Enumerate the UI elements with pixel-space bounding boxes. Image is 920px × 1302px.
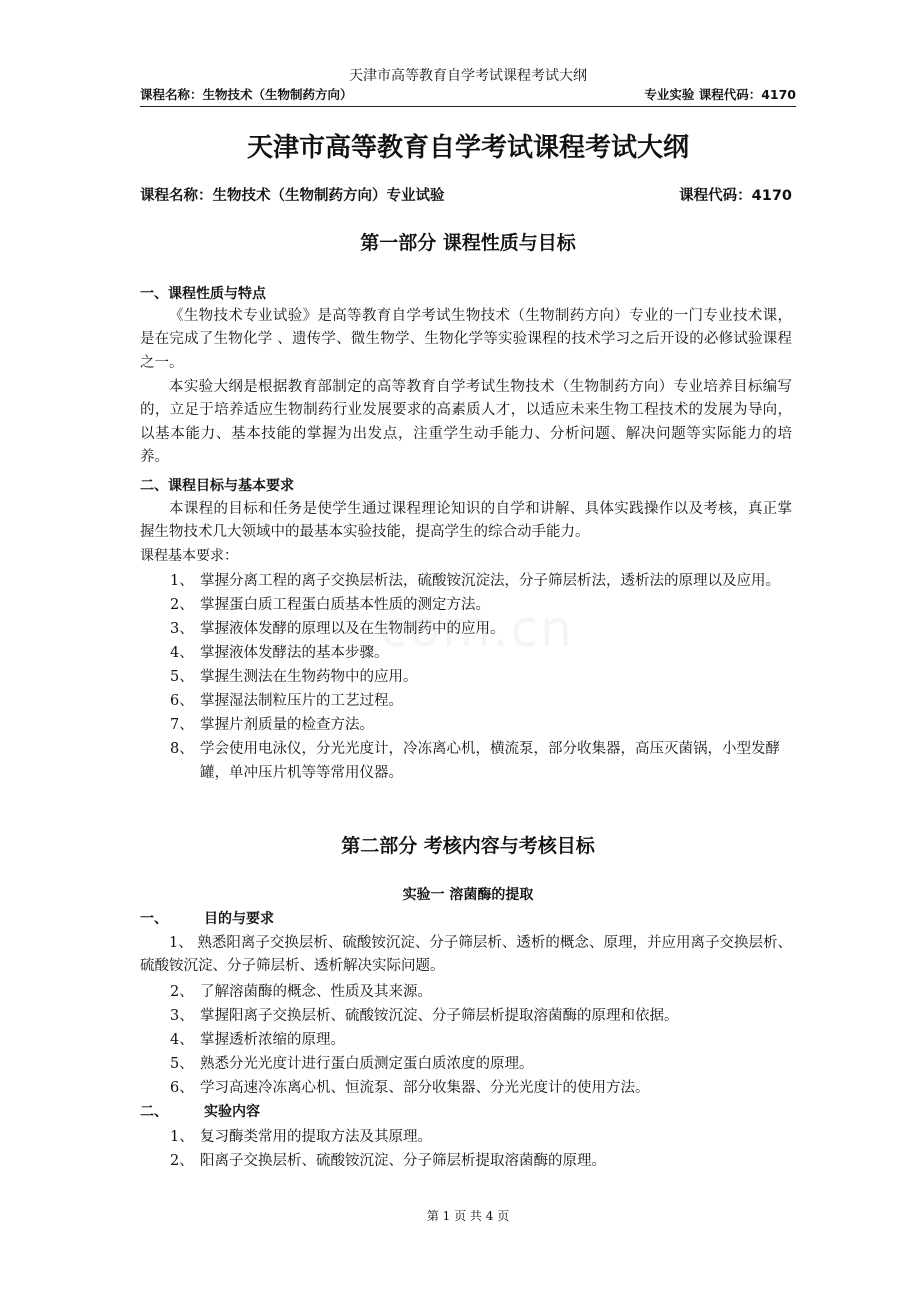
list-item: 5、 掌握生测法在生物药物中的应用。 xyxy=(170,669,418,685)
requirements-label: 课程基本要求： xyxy=(140,548,238,564)
section-label: 目的与要求 xyxy=(204,911,274,927)
running-header-subline xyxy=(140,86,796,104)
section-heading-purpose xyxy=(140,908,274,930)
experiment-title: 实验一 溶菌酶的提取 xyxy=(402,887,534,903)
page-footer: 第 1 页 共 4 页 xyxy=(426,1209,510,1223)
list-item: 6、 掌握湿法制粒压片的工艺过程。 xyxy=(170,693,403,709)
course-code: 课程代码：4170 xyxy=(679,188,792,204)
list-item: 6、 学习高速冷冻离心机、恒流泵、部分收集器、分光光度计的使用方法。 xyxy=(170,1080,650,1096)
purpose-item-1: 1、 熟悉阳离子交换层析、硫酸铵沉淀、分子筛层析、透析的概念、原理，并应用离子交换层析、硫酸铵沉淀、分子筛层析、透析解决实际问题。 xyxy=(140,935,792,975)
section-heading-content xyxy=(140,1101,260,1123)
part2-title: 第二部分 考核内容与考核目标 xyxy=(341,835,595,857)
running-header-code: 专业实验 课程代码：4170 xyxy=(644,87,796,102)
list-item: 3、 掌握液体发酵的原理以及在生物制药中的应用。 xyxy=(170,621,505,637)
list-item: 4、 掌握液体发酵法的基本步骤。 xyxy=(170,645,389,661)
content-list xyxy=(170,1125,792,1173)
course-info xyxy=(140,184,792,208)
section-number: 二、 xyxy=(140,1104,168,1120)
list-item: 7、 掌握片剂质量的检查方法。 xyxy=(170,717,374,733)
section-number: 一、 xyxy=(140,911,168,927)
course-name: 课程名称：生物技术（生物制药方向）专业试验 xyxy=(140,188,445,204)
requirements-list xyxy=(170,569,792,785)
paragraph-nature-1: 《生物技术专业试验》是高等教育自学考试生物技术（生物制药方向）专业的一门专业技术课，是在完成了生物化学 、遗传学、微生物学、生物化学等实验课程的技术学习之后开设的必修试验课程之一。 xyxy=(140,308,792,371)
part1-title: 第一部分 课程性质与目标 xyxy=(360,232,576,254)
section-heading-goals: 二、课程目标与基本要求 xyxy=(140,478,294,494)
list-item: 2、 掌握蛋白质工程蛋白质基本性质的测定方法。 xyxy=(170,597,490,613)
document-title: 天津市高等教育自学考试课程考试大纲 xyxy=(246,133,689,163)
section-heading-nature: 一、课程性质与特点 xyxy=(140,286,266,302)
header-rule xyxy=(140,106,796,107)
purpose-list xyxy=(170,980,792,1100)
running-header xyxy=(140,66,796,104)
list-item: 1、 复习酶类常用的提取方法及其原理。 xyxy=(170,1129,432,1145)
section-label: 实验内容 xyxy=(204,1104,260,1120)
list-item: 1、 掌握分离工程的离子交换层析法，硫酸铵沉淀法，分子筛层析法，透析法的原理以及应用。 xyxy=(170,573,780,589)
running-header-course: 课程名称：生物技术（生物制药方向） xyxy=(140,87,353,102)
running-header-title: 天津市高等教育自学考试课程考试大纲 xyxy=(349,68,587,84)
list-item: 5、 熟悉分光光度计进行蛋白质测定蛋白质浓度的原理。 xyxy=(170,1056,534,1072)
paragraph-goals: 本课程的目标和任务是使学生通过课程理论知识的自学和讲解、具体实践操作以及考核，真正掌握生物技术几大领域中的最基本实验技能，提高学生的综合动手能力。 xyxy=(140,501,792,541)
list-item: 3、 掌握阳离子交换层析、硫酸铵沉淀、分子筛层析提取溶菌酶的原理和依据。 xyxy=(170,1008,679,1024)
paragraph-nature-2: 本实验大纲是根据教育部制定的高等教育自学考试生物技术（生物制药方向）专业培养目标编写的，立足于培养适应生物制药行业发展要求的高素质人才，以适应未来生物工程技术的发展为导向，以基本能力、基本技能的掌握为出发点，注重学生动手能力、分析问题、解决问题等实际能力的培养。 xyxy=(140,379,792,466)
list-item: 2、 阳离子交换层析、硫酸铵沉淀、分子筛层析提取溶菌酶的原理。 xyxy=(170,1153,606,1169)
list-item: 8、 学会使用电泳仪，分光光度计，冷冻离心机，横流泵，部分收集器，高压灭菌锅，小型发酵罐，单冲压片机等等常用仪器。 xyxy=(170,741,780,781)
list-item: 4、 掌握透析浓缩的原理。 xyxy=(170,1032,345,1048)
list-item: 2、 了解溶菌酶的概念、性质及其来源。 xyxy=(170,984,432,1000)
